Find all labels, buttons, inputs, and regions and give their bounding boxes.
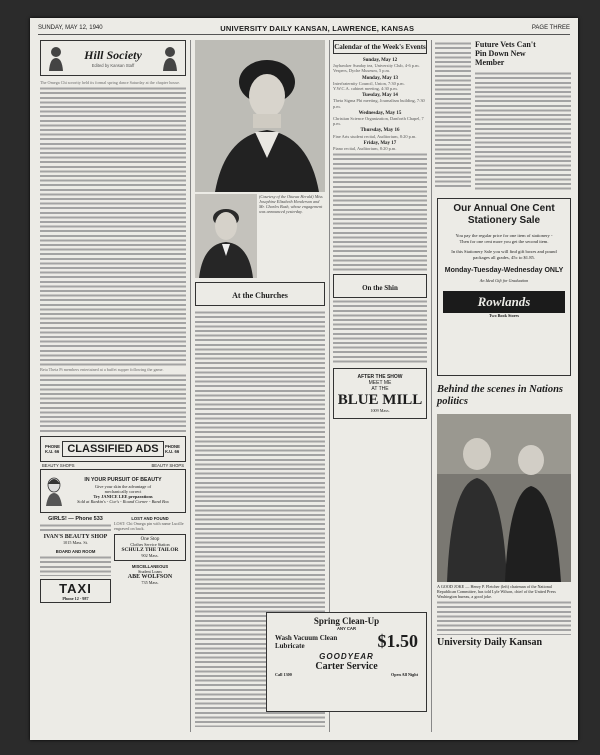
student-loans: Student Loans [137,569,163,575]
calendar-item: Theta Sigma Phi meeting, Journalism building, 7:30 p.m. [333,98,425,109]
beauty-shops-label: BEAUTY SHOPS [42,463,75,469]
stationery-title: Our Annual One Cent Stationery Sale [453,203,555,226]
one-stop-sub: Clothes Service Station [130,542,170,548]
behind-scenes-title: Behind the scenes in Nations politics [437,384,564,407]
pursuit-line: Give your skin the advantage of [94,483,152,489]
masthead: UNIVERSITY DAILY KANSAN, LAWRENCE, KANSAS [220,23,415,33]
kansan-footer: University Daily Kansan [437,637,543,648]
beauty-shops-label: BEAUTY SHOPS [151,463,184,469]
phone-right: PHONE K.U. 66 [164,444,180,455]
photo-caption: (Courtesy of the Ottawa Herald) Miss Josephine Elizabeth Henderson and Mr. Charles Bush, whose engagement was announced yesterday. [259,194,323,214]
small-ads-grid [40,516,186,603]
society-paragraph: The Omega Chi sorority held its formal spring dance Saturday at the chapter house. [40,80,181,85]
spring-title: Spring Clean-Up [313,616,380,626]
text-lines [475,70,571,190]
classified-subheads [40,462,186,469]
classified-header [40,436,186,462]
stationery-body: You pay the regular price for one item of stationery - [455,233,553,238]
calendar-item: Vespers, Dyche Museum, 5 p.m. [333,68,391,74]
stationery-body: Then for one cent more you get the second item. [459,239,549,244]
rowlands-sub: Two Book Stores [488,313,520,318]
calendar-day: Sunday, May 12 [362,58,398,63]
goodyear-brand: GOODYEAR [319,652,374,661]
taxi-ad [40,579,111,603]
calendar-item: Christian Science Organization, Danforth Chapel, 7 p.m. [333,116,424,127]
newspaper-page [30,18,578,740]
calendar-item: Y.W.C.A. cabinet meeting, 4:30 p.m. [333,86,398,92]
spring-price: $1.50 [377,631,418,651]
man-portrait-photo [195,194,257,278]
behind-scenes-feature [437,384,571,648]
stationery-sale-ad [437,198,571,376]
board-room-label: BOARD AND ROOM [55,549,96,555]
politicians-photo [437,414,571,582]
taxi-phone: Phone 12 - 987 [62,596,89,602]
column-1 [40,40,186,732]
spring-sub: ANY CAR [336,626,356,631]
text-lines [435,40,471,190]
text-lines [333,151,427,271]
girls-ad: GIRLS! — Phone 533 [48,516,103,523]
calendar-list [333,54,427,151]
schulz-address: 902 Mass. [141,553,159,559]
stationery-gift: An Ideal Gift for Graduation [479,278,529,283]
on-the-shin-banner [333,274,427,298]
photo-illustration [437,414,571,582]
schulz-tailor: SCHULZ THE TAILOR [121,547,179,554]
stationery-days: Monday-Tuesday-Wednesday ONLY [444,267,564,274]
calendar-day: Friday, May 17 [363,140,397,146]
stationery-body: In this Stationery Sale you will find gift boxes and pound packages all grades, 45c to $1.85. [451,249,557,260]
column-rule [190,40,191,732]
woman-portrait-icon [44,476,64,506]
silhouette-icon [161,45,179,71]
calendar-day: Tuesday, May 14 [362,93,398,99]
calendar-day: Wednesday, May 15 [358,110,402,116]
lost-found-label: LOST AND FOUND [131,516,169,522]
meet-me: MEET ME [368,380,392,387]
one-stop-title: One Stop [140,537,160,543]
churches-banner [195,282,325,306]
misc-label: MISCELLANEOUS [131,564,169,570]
classified-title: CLASSIFIED ADS [62,441,163,457]
abe-address: 735 Mass. [141,580,159,586]
hill-society-subtitle: Edited by Kansan Staff [91,63,135,68]
lost-found-text: LOST: Chi Omega pin with name Lucille engraved on back. [114,521,184,532]
text-lines [40,372,186,432]
small-ads-right [114,516,186,603]
calendar-title: Calendar of the Week's Events [333,40,427,54]
page-number: PAGE THREE [531,25,570,31]
rowlands-logo [443,291,565,313]
pursuit-ad [40,469,186,513]
at-the: AT THE [371,386,389,393]
pursuit-line: Try JANICE LEE preparations [93,494,153,499]
calendar-item: Jayhawker Sunday tea, University Club, 4-6 p.m. [333,63,420,69]
open-hours: Open All Night [391,672,418,677]
pursuit-headline: IN YOUR PURSUIT OF BEAUTY [84,477,162,484]
future-vets-headline: Future Vets Can't Pin Down New Member [475,40,536,67]
carter-service: Carter Service [315,661,378,672]
ivan-beauty-shop: IVAN'S BEAUTY SHOP [43,534,108,541]
politicians-caption: A GOOD JOKE — Henry P. Fletcher (left) chairman of the National Republican Committee, has told Lyle Wilson, chief of the United Press Washington bureau, a good joke. [437,584,556,599]
small-ads-left [40,516,111,603]
column-4 [435,40,571,732]
pursuit-line: mechanically correct [104,488,142,494]
churches-title: At the Churches [232,291,288,300]
phone-left: PHONE K.U. 66 [45,444,60,455]
taxi-title: TAXI [59,581,92,597]
page-header [38,22,570,35]
portrait-illustration [195,194,257,278]
woman-portrait-photo [195,40,325,192]
text-lines [333,298,427,364]
hill-society-title: Hill Society [84,48,142,62]
calendar-day: Thursday, May 16 [360,128,400,134]
text-lines [40,554,111,576]
calendar-item: Piano recital, Auditorium, 8:20 p.m. [333,146,397,152]
calendar-day: Monday, May 13 [362,75,398,81]
blue-mill-name: BLUE MILL [337,392,423,409]
ivan-address: 1015 Mass. St. [63,540,88,546]
pursuit-line: Sold at Rankin's - Coe's - Round Corner - Band Box [77,499,169,505]
calendar-item: Fine Arts student recital, Auditorium, 8:20 p.m. [333,133,417,139]
spring-cleanup-ad [266,612,427,712]
hill-society-banner [40,40,186,76]
second-photo-row [195,194,325,278]
blue-mill-ad [333,368,427,419]
text-lines [437,599,571,635]
abe-wolfson: ABE WOLFSON [127,574,173,581]
one-stop-ad [114,534,186,561]
column-rule [431,40,432,732]
on-the-shin-title: On the Shin [362,284,398,293]
blue-mill-address: 1009 Mass. [370,408,390,414]
text-lines [40,85,186,367]
calendar-item: Interfraternity Council, Union, 7:30 p.m. [333,80,405,86]
society-paragraph: Beta Theta Pi members entertained at a buffet supper following the game. [40,367,164,373]
after-show: AFTER THE SHOW [357,374,403,381]
header-date: SUNDAY, MAY 12, 1940 [38,25,103,31]
rowlands-name: Rowlands [477,294,531,309]
society-article [40,80,186,432]
call-number: Call 1300 [275,672,292,677]
text-lines [40,522,111,534]
portrait-illustration [195,40,325,192]
spring-items: Wash Vacuum Clean Lubricate [275,633,338,650]
silhouette-icon [47,45,65,71]
